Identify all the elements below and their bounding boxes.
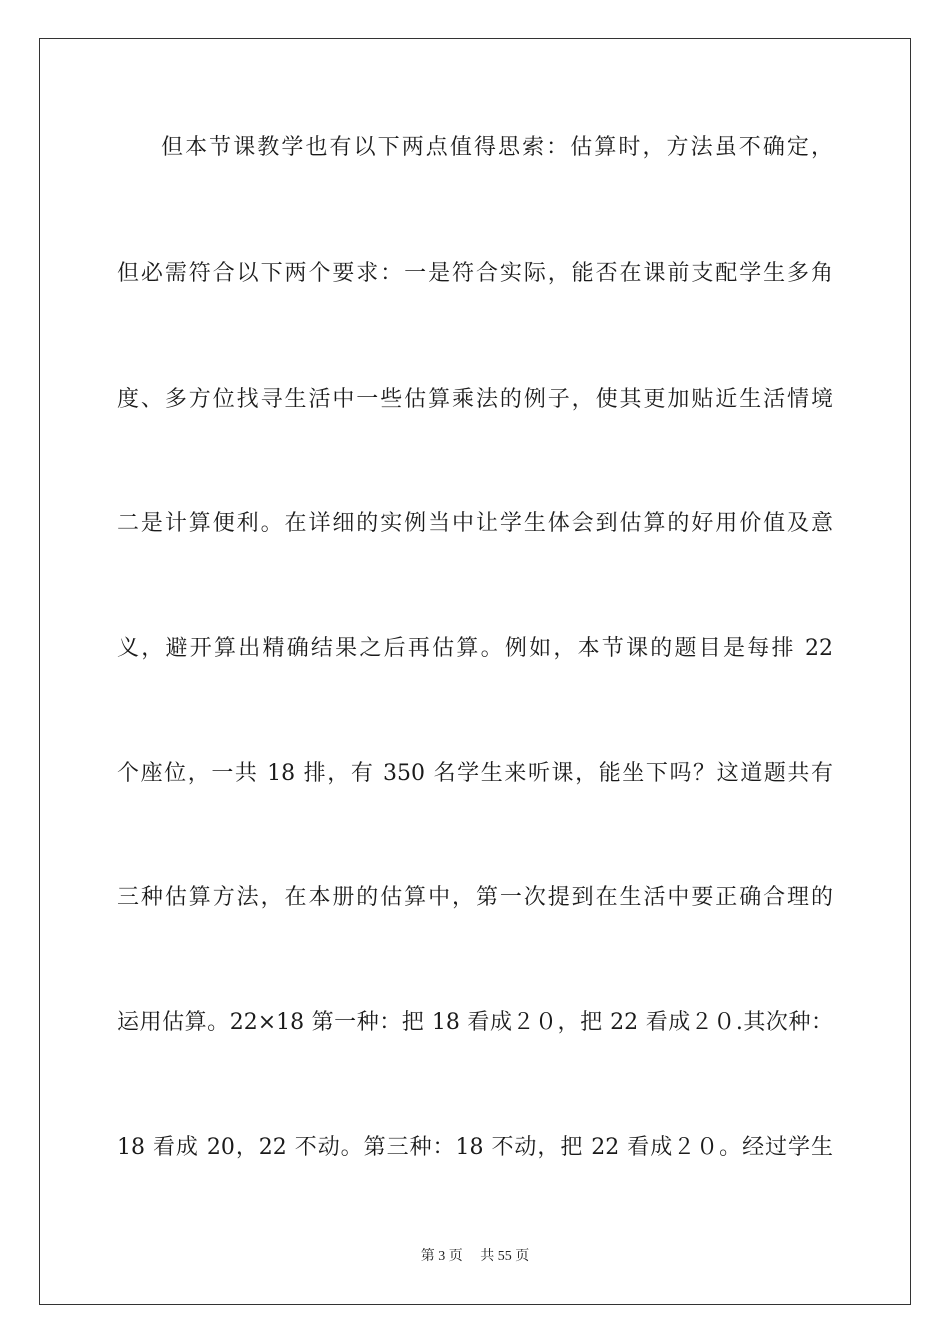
text-line-7: 三种估算方法，在本册的估算中，第一次提到在生活中要正确合理的 (117, 885, 833, 910)
page-number-footer: 第 3 页 共 55 页 (420, 1249, 530, 1264)
text-line-9: 18 看成 20，22 不动。第三种：18 不动，把 22 看成２０。经过学生 (117, 1135, 833, 1160)
text-line-6: 个座位，一共 18 排，有 350 名学生来听课，能坐下吗？这道题共有 (117, 761, 833, 786)
text-line-2: 但必需符合以下两个要求：一是符合实际，能否在课前支配学生多角 (117, 261, 833, 286)
text-line-4: 二是计算便利。在详细的实例当中让学生体会到估算的好用价值及意 (117, 511, 833, 536)
text-line-8: 运用估算。22×18 第一种：把 18 看成２０，把 22 看成２０.其次种： (117, 1010, 833, 1035)
text-line-3: 度、多方位找寻生活中一些估算乘法的例子，使其更加贴近生活情境 (117, 387, 833, 412)
page-border (39, 38, 911, 1305)
text-line-1: 但本节课教学也有以下两点值得思索：估算时，方法虽不确定， (161, 135, 833, 160)
text-line-5: 义，避开算出精确结果之后再估算。例如，本节课的题目是每排 22 (117, 636, 833, 661)
